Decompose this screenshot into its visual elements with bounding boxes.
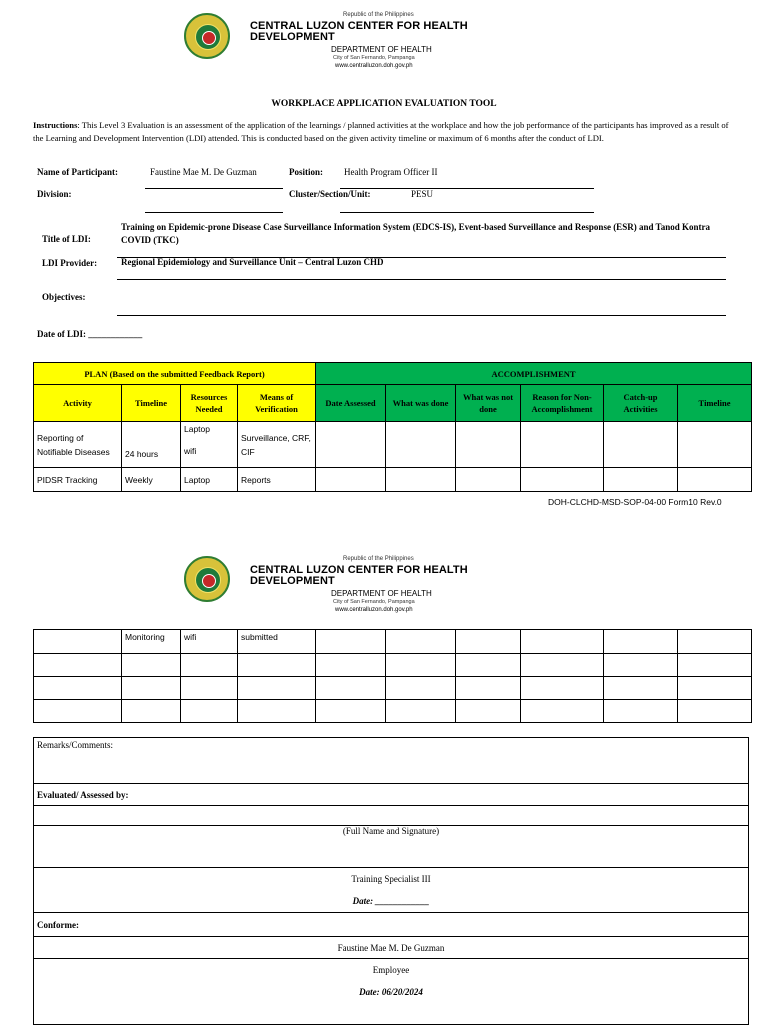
center-name: CENTRAL LUZON CENTER FOR HEALTH DEVELOPMENT — [250, 20, 468, 43]
evaluator-date: Date: ____________ — [352, 896, 430, 906]
division-underline — [145, 212, 283, 213]
accomplishment-header: ACCOMPLISHMENT — [316, 363, 752, 385]
participant-value: Faustine Mae M. De Guzman — [150, 167, 257, 177]
evaluation-table — [33, 362, 752, 492]
cluster-value: PESU — [411, 189, 434, 199]
evaluator-signature-line — [34, 806, 749, 826]
position-label: Position: — [289, 167, 324, 177]
center-name-2: CENTRAL LUZON CENTER FOR HEALTH DEVELOPMENT — [250, 564, 468, 587]
col-timeline: Timeline — [122, 385, 181, 422]
doh-seal-logo-2 — [184, 556, 230, 602]
employee-block — [34, 959, 749, 1025]
row2-timeline: Weekly — [122, 468, 181, 492]
ldi-provider-underline — [117, 279, 726, 280]
conforme-label: Conforme: — [34, 913, 749, 937]
ldi-title-label: Title of LDI: — [42, 234, 91, 244]
plan-header: PLAN (Based on the submitted Feedback Report) — [34, 363, 316, 385]
position-value: Health Program Officer II — [344, 167, 438, 177]
signoff-table — [33, 737, 749, 1025]
row3-means: submitted — [238, 630, 316, 654]
row1-resource-wifi: wifi — [184, 446, 197, 456]
doh-seal-logo — [184, 13, 230, 59]
evaluated-label: Evaluated/ Assessed by: — [34, 784, 749, 806]
website-text-2: www.centralluzon.doh.gov.ph — [335, 606, 413, 613]
ldi-title-value: Training on Epidemic-prone Disease Case Surveillance Information System (EDCS-IS), Event-based Surveillance and Response (ESR) and Tanod Kontra COVID (TKC) — [121, 222, 710, 245]
ldi-provider-value: Regional Epidemiology and Surveillance Unit – Central Luzon CHD — [121, 257, 384, 267]
remarks-label: Remarks/Comments: — [34, 738, 749, 784]
participant-underline — [145, 188, 283, 189]
position-underline — [340, 188, 594, 189]
row1-activity: Reporting of Notifiable Diseases — [34, 422, 122, 468]
instructions — [33, 119, 739, 144]
employee-date: Date: 06/20/2024 — [359, 987, 423, 997]
row1-resources — [181, 422, 238, 468]
full-name-signature: (Full Name and Signature) — [34, 826, 749, 868]
letterhead — [250, 12, 530, 69]
evaluation-table-continued — [33, 629, 752, 723]
form-title: WORKPLACE APPLICATION EVALUATION TOOL — [271, 99, 497, 109]
row2-resources: Laptop — [181, 468, 238, 492]
table-row — [34, 654, 752, 677]
row1-timeline: 24 hours — [122, 422, 181, 468]
objectives-underline — [117, 315, 726, 316]
row1-resource-laptop: Laptop — [184, 424, 210, 434]
table-row — [34, 630, 752, 654]
table-row — [34, 422, 752, 468]
col-reason: Reason for Non-Accomplishment — [521, 385, 604, 422]
employee-role: Employee — [372, 965, 410, 975]
col-timeline-2: Timeline — [678, 385, 752, 422]
division-label: Division: — [37, 189, 72, 199]
evaluator-block — [34, 868, 749, 913]
row1-means: Surveillance, CRF, CIF — [238, 422, 316, 468]
objectives-label: Objectives: — [42, 292, 86, 302]
participant-label: Name of Participant: — [37, 167, 118, 177]
table-row — [34, 677, 752, 700]
col-date-assessed: Date Assessed — [316, 385, 386, 422]
row2-means: Reports — [238, 468, 316, 492]
row3-timeline: Monitoring — [122, 630, 181, 654]
row2-activity: PIDSR Tracking — [34, 468, 122, 492]
cluster-label: Cluster/Section/Unit: — [289, 189, 371, 199]
col-activity: Activity — [34, 385, 122, 422]
website-text: www.centralluzon.doh.gov.ph — [335, 62, 413, 69]
republic-text-2: Republic of the Philippines — [343, 556, 414, 562]
city-text-2: City of San Fernando, Pampanga — [333, 599, 415, 605]
col-what-not-done: What was not done — [456, 385, 521, 422]
ldi-date-label: Date of LDI: ____________ — [37, 329, 143, 339]
department-name: DEPARTMENT OF HEALTH — [331, 45, 432, 54]
form-code: DOH-CLCHD-MSD-SOP-04-00 Form10 Rev.0 — [548, 497, 722, 507]
specialist-title: Training Specialist III — [351, 874, 431, 884]
ldi-provider-label: LDI Provider: — [42, 258, 98, 268]
cluster-underline — [340, 212, 594, 213]
table-row — [34, 700, 752, 723]
instructions-label: Instructions — [33, 120, 78, 130]
table-row — [34, 468, 752, 492]
row3-resources: wifi — [181, 630, 238, 654]
col-resources: Resources Needed — [181, 385, 238, 422]
city-text: City of San Fernando, Pampanga — [333, 55, 415, 61]
department-name-2: DEPARTMENT OF HEALTH — [331, 589, 432, 598]
republic-text: Republic of the Philippines — [343, 12, 414, 18]
col-means: Means of Verification — [238, 385, 316, 422]
col-what-done: What was done — [386, 385, 456, 422]
col-catch-up: Catch-up Activities — [604, 385, 678, 422]
instructions-text: : This Level 3 Evaluation is an assessment of the application of the learnings / planned activities at the workplace and how the job performance of the participants has improved as a result of the Learning and Development Intervention (LDI) attended. This is conducted based on the given activity timeline or maximum of 6 months after the conduct of LDI. — [33, 120, 729, 143]
employee-name: Faustine Mae M. De Guzman — [34, 937, 749, 959]
letterhead-2 — [250, 556, 530, 613]
